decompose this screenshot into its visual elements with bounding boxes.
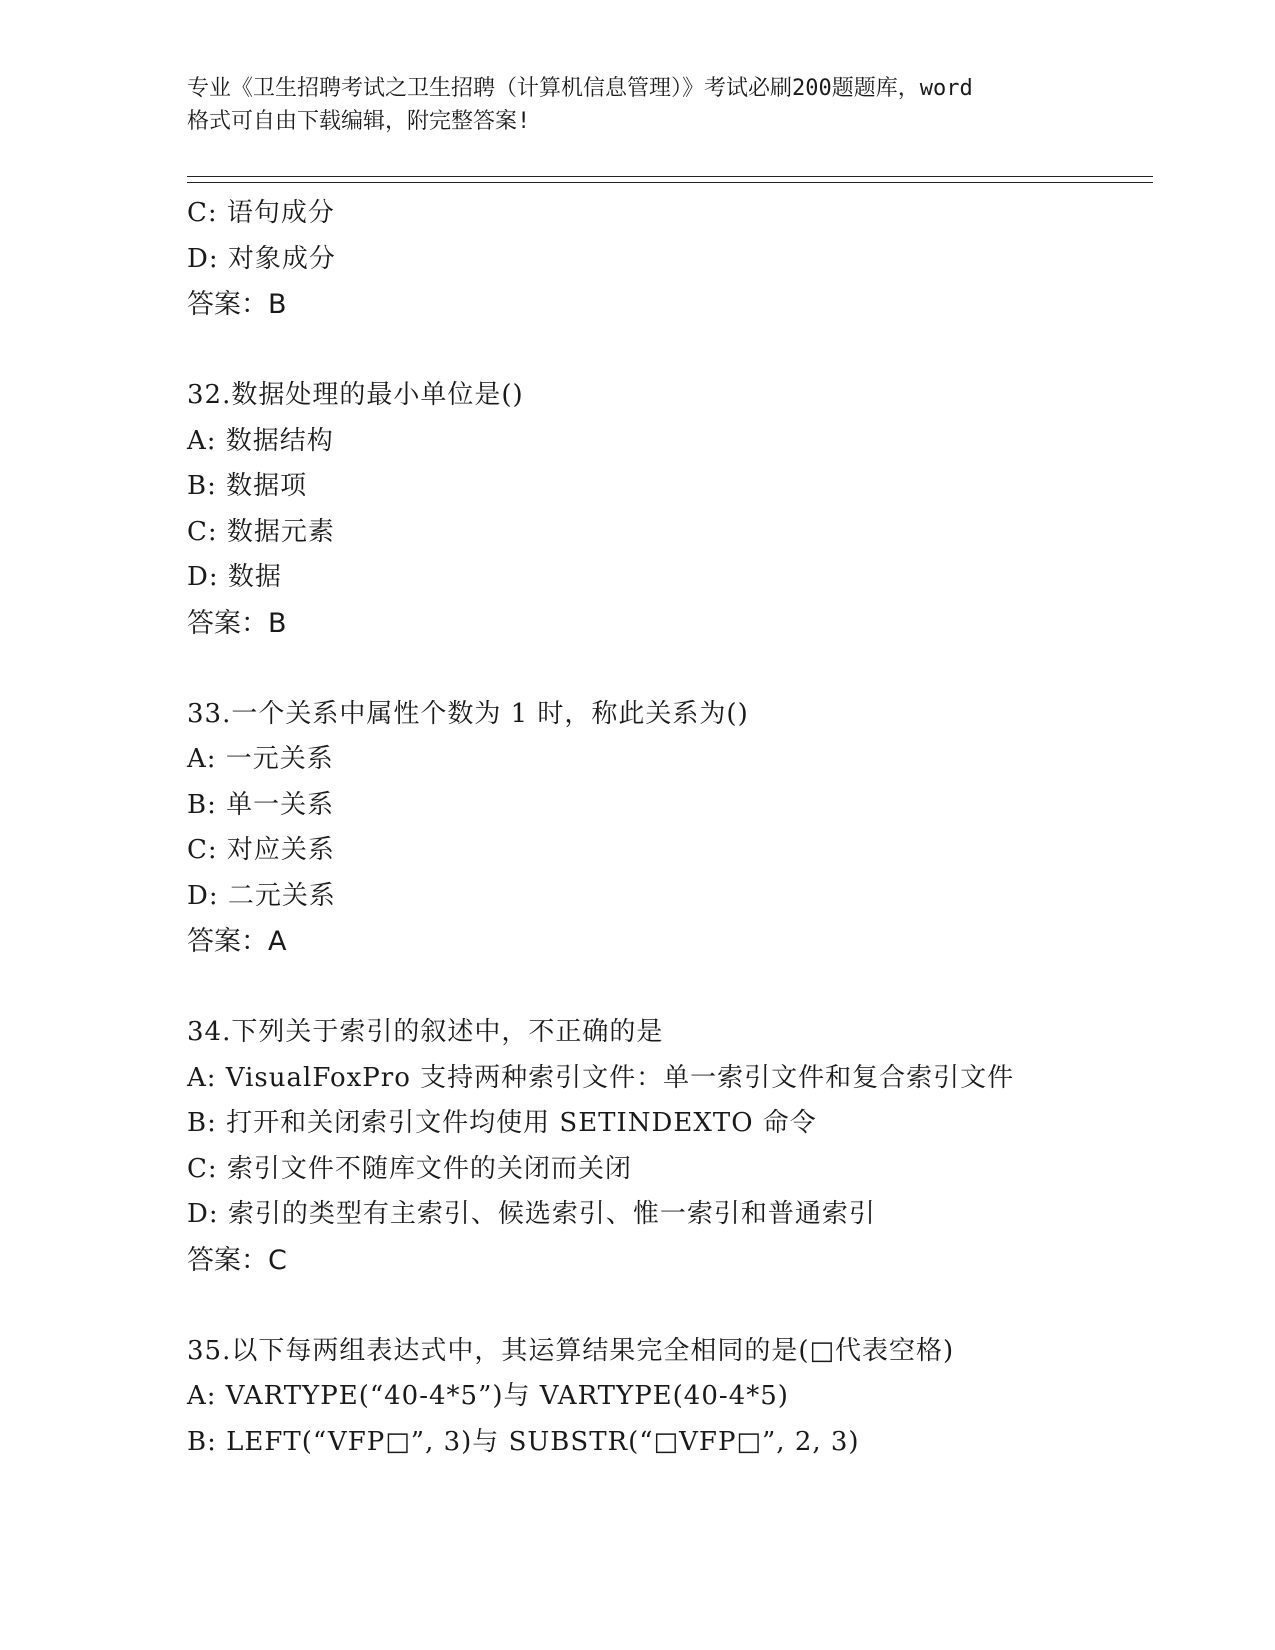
q32-option-b: B: 数据项 <box>187 471 308 501</box>
q32-answer: 答案：B <box>187 607 287 639</box>
q32-option-c: C: 数据元素 <box>187 516 335 547</box>
q34-question: 34.下列关于索引的叙述中，不正确的是 <box>187 1017 664 1047</box>
spacer <box>187 328 1147 374</box>
q31-option-c: C: 语句成分 <box>187 198 335 228</box>
q35-question: 35.以下每两组表达式中，其运算结果完全相同的是(□代表空格) <box>187 1335 955 1366</box>
q32-option-a: A: 数据结构 <box>187 425 334 456</box>
q35-option-b: B: LEFT(“VFP□”, 3)与 SUBSTR(“□VFP□”, 2, 3) <box>187 1426 860 1457</box>
q32-option-d: D: 数据 <box>187 562 282 592</box>
q33-answer: 答案：A <box>187 926 287 957</box>
header-line-2: 格式可自由下载编辑，附完整答案! <box>187 109 531 134</box>
document-header <box>187 72 1087 138</box>
q31-answer: 答案：B <box>187 289 287 320</box>
spacer <box>187 965 1147 1011</box>
q34-option-c: C: 索引文件不随库文件的关闭而关闭 <box>187 1153 632 1184</box>
spacer <box>187 646 1147 692</box>
q31-option-d: D: 对象成分 <box>187 243 336 274</box>
q34-option-b: B: 打开和关闭索引文件均使用 SETINDEXTO 命令 <box>187 1108 817 1138</box>
q34-option-d: D: 索引的类型有主索引、候选索引、惟一索引和普通索引 <box>187 1199 876 1229</box>
header-divider-top <box>187 176 1153 177</box>
q33-option-b: B: 单一关系 <box>187 789 335 820</box>
spacer <box>187 1283 1147 1329</box>
q33-option-a: A: 一元关系 <box>187 744 334 774</box>
q33-option-d: D: 二元关系 <box>187 880 336 911</box>
q32-question: 32.数据处理的最小单位是() <box>187 380 524 410</box>
q33-question: 33.一个关系中属性个数为 1 时，称此关系为() <box>187 698 749 729</box>
question-list <box>187 191 1147 1465</box>
header-divider-bottom <box>187 182 1153 183</box>
q33-option-c: C: 对应关系 <box>187 835 335 865</box>
q34-option-a: A: VisualFoxPro 支持两种索引文件：单一索引文件和复合索引文件 <box>187 1062 1015 1093</box>
q34-answer: 答案：C <box>187 1244 287 1276</box>
header-line-1: 专业《卫生招聘考试之卫生招聘（计算机信息管理）》考试必刷200题题库，word <box>187 76 973 101</box>
q35-option-a: A: VARTYPE(“40-4*5”)与 VARTYPE(40-4*5) <box>187 1381 789 1411</box>
